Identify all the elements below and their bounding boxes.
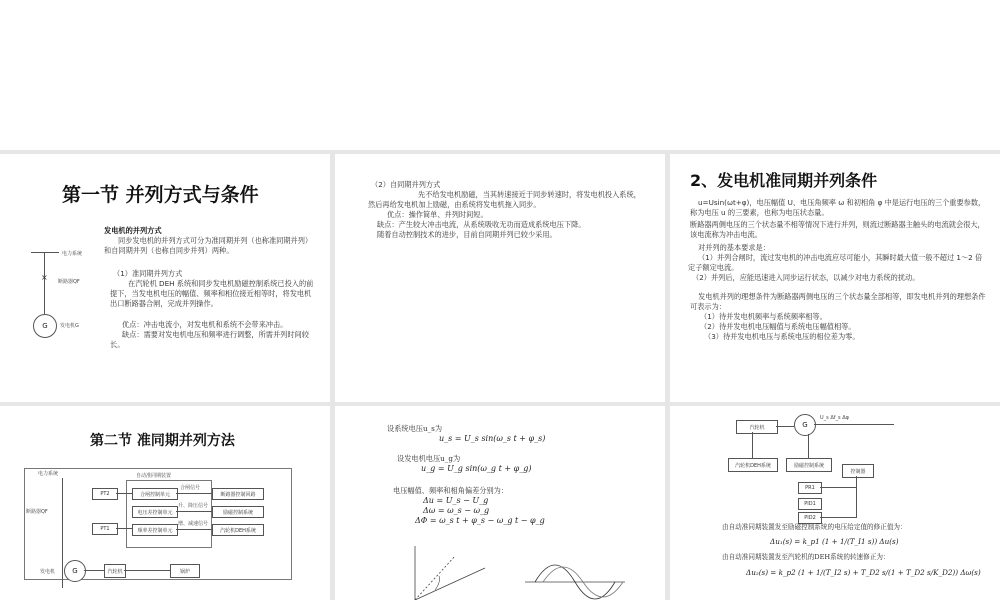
generator-symbol: G: [33, 314, 57, 338]
slide-title: 2、发电机准同期并列条件: [690, 171, 878, 190]
slide-title: 第二节 准同期并列方法: [90, 433, 235, 449]
deviation-label: 电压幅值、频率和相角偏差分别为：: [393, 486, 509, 495]
connector: [856, 476, 857, 518]
item-paragraph: 先不给发电机励磁，当其转速接近于同步转速时，将发电机投入系统，然后再给发电机加上励磁，由系统将发电机拖入同步。: [368, 190, 641, 210]
connector: [116, 493, 132, 494]
excitation-control-box: 励磁控制系统: [212, 506, 264, 518]
generator-label: 发电机G: [60, 323, 79, 329]
paragraph-2: 断路器两侧电压的三个状态量不相等情况下进行并列，则流过断路器主触头的电流就会很大，该电流称为冲击电流。: [690, 220, 985, 240]
connector: [116, 528, 132, 529]
generator-label: 发电机: [40, 569, 56, 575]
excitation-box: 励磁控制系统: [786, 458, 832, 472]
pt2-box: PT2: [92, 488, 118, 500]
equation-delta-omega: Δω = ω_s − ω_g: [423, 506, 490, 515]
phasor-and-waveform-figure: [375, 538, 635, 600]
paragraph-1: u=Usin(ωt+φ)，电压幅值 U、电压角频率 ω 和初相角 φ 中是运行电压的三个重要参数，称为电压 u 的三要素，也称为电压状态量。: [690, 198, 986, 218]
freq-diff-unit: 频率差控制单元: [132, 524, 178, 536]
breaker-label: 断路器QF: [58, 279, 80, 285]
signal-speed-label: 增、减速信号: [178, 521, 209, 527]
equation-excitation-correction: Δu₁(s) = k_p1 (1 + 1/(T_I1 s)) Δu(s): [770, 537, 899, 546]
connector: [808, 434, 809, 458]
pr1-box: PR1: [798, 482, 822, 494]
breaker-symbol: ×: [41, 273, 48, 282]
generator-symbol: G: [794, 414, 816, 436]
note-text: 随着自动控制技术的进步，目前自同期并列已较少采用。: [377, 230, 557, 239]
bus-label: U_s Δf_s Δφ: [820, 415, 849, 421]
slide-thumbnail-1[interactable]: [0, 154, 330, 402]
requirements-title: 对并列的基本要求是：: [698, 243, 770, 252]
slide-thumbnail-5[interactable]: [335, 406, 665, 600]
pros-text: 优点：冲击电流小，对发电机和系统不会带来冲击。: [122, 320, 288, 329]
breaker-label: 断路器QF: [26, 509, 48, 515]
item-paragraph: 在汽轮机 DEH 系统和同步发电机励磁控制系统已投入的前提下，当发电机电压的幅值、频率和相位接近相等时，将发电机出口断路器合闸，完成并列操作。: [110, 279, 314, 309]
generator-symbol: G: [64, 560, 86, 582]
grid-label: 电力系统: [62, 251, 83, 257]
slide-title: 第一节 并列方式与条件: [62, 184, 259, 206]
deh-box: 汽轮机DEH系统: [728, 458, 778, 472]
condition-2: （2）待并发电机电压幅值与系统电压幅值相等。: [700, 322, 856, 331]
phasor-diagram: [415, 546, 485, 600]
signal-voltage-label: 升、降压信号: [178, 503, 209, 509]
pros-text: 优点：操作简单、并列时间短。: [387, 210, 488, 219]
intro-paragraph: 同步发电机的并列方式可分为准同期并列（也称准同期并列）和自同期并列（也称自同步并列）两种。: [104, 236, 313, 256]
blank-top-area: [0, 0, 1000, 150]
condition-1: （1）待并发电机频率与系统频率相等。: [700, 312, 827, 321]
bus-line: [31, 252, 59, 253]
cons-text: 缺点：产生较大冲击电流，从系统吸收无功而造成系统电压下降。: [377, 220, 586, 229]
signal-close-label: 合闸信号: [180, 485, 201, 491]
equation-delta-phi: ΔΦ = ω_s t + φ_s − ω_g t − φ_g: [415, 516, 545, 525]
slide-thumbnail-2[interactable]: [335, 154, 665, 402]
waveform-plot: [525, 565, 625, 599]
turbine-deh-box: 汽轮机DEH系统: [212, 524, 264, 536]
turbine-box: 汽轮机: [104, 564, 126, 578]
slide-thumbnail-3[interactable]: [670, 154, 1000, 402]
system-voltage-label: 设系统电压u_s为: [387, 424, 443, 433]
slide-thumbnail-4[interactable]: [0, 406, 330, 600]
requirement-1: （1）并列合闸时，流过发电机的冲击电流应尽可能小，其瞬时最大值一般不超过 1～2 倍定子额定电流。: [688, 253, 983, 273]
breaker-control-box: 断路器控制回路: [212, 488, 264, 500]
pt1-box: PT1: [92, 523, 118, 535]
generator-voltage-label: 设发电机电压u_g为: [397, 454, 461, 463]
paragraph-3: 发电机并列的理想条件为断路器两侧电压的三个状态量全部相等，即发电机并列的理想条件可表示为：: [690, 292, 986, 312]
feeder-line: [44, 252, 45, 314]
voltage-diff-unit: 电压差控制单元: [132, 506, 178, 518]
shaft-line: [84, 570, 104, 571]
pid2-box: PID2: [798, 512, 822, 524]
turbine-box: 汽轮机: [736, 420, 778, 434]
connector: [820, 487, 856, 488]
equation-speed-correction: Δu₂(s) = k_p2 (1 + 1/(T_I2 s) + T_D2 s/(1 + T_D2 s/K_D2)) Δω(s): [746, 568, 981, 577]
connector: [820, 517, 856, 518]
section-subtitle: 发电机的并列方式: [104, 226, 162, 235]
item-heading: （2）自同期并列方式: [371, 180, 441, 189]
connector: [752, 432, 753, 458]
controller-box: 控制器: [842, 464, 874, 478]
bus-line: [814, 424, 894, 425]
excitation-correction-text: 由自动准同期装置发至励磁控制系统的电压给定值的修正值为：: [722, 523, 907, 531]
shaft-line: [776, 426, 794, 427]
connector: [176, 511, 212, 512]
steam-line: [124, 570, 170, 571]
grid-label: 电力系统: [38, 471, 59, 477]
pid1-box: PID1: [798, 498, 822, 510]
equation-delta-u: Δu = U_s − U_g: [423, 496, 489, 505]
device-label: 自动准同期装置: [136, 473, 172, 479]
equation-generator-voltage: u_g = U_g sin(ω_g t + φ_g): [421, 464, 532, 473]
main-line: [62, 478, 63, 588]
item-heading: （1）准同期并列方式: [113, 269, 183, 278]
connector: [176, 529, 212, 530]
condition-3: （3）待并发电机电压与系统电压的相位差为零。: [704, 332, 860, 341]
boiler-box: 锅炉: [170, 564, 200, 578]
requirement-2: （2）并列后，应能迅速进入同步运行状态，以减少对电力系统的扰动。: [692, 273, 920, 282]
equation-system-voltage: u_s = U_s sin(ω_s t + φ_s): [439, 434, 546, 443]
speed-correction-text: 由自动准同期装置发至汽轮机的DEH系统的转速修正为：: [722, 553, 890, 561]
slide-thumbnail-6[interactable]: [670, 406, 1000, 600]
connector: [176, 493, 212, 494]
cons-text: 缺点：需要对发电机电压和频率进行调整，所需并列时间较长。: [110, 330, 309, 350]
close-control-unit: 合闸控制单元: [132, 488, 178, 500]
